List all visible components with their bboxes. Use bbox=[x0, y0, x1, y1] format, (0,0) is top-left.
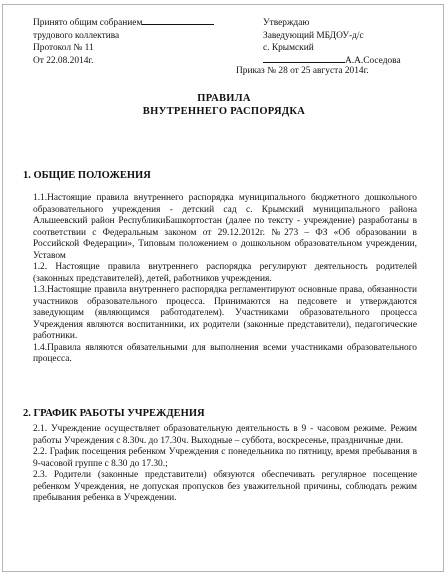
section-2-heading: 2. ГРАФИК РАБОТЫ УЧРЕЖДЕНИЯ bbox=[23, 408, 205, 419]
section-2-body bbox=[33, 424, 417, 505]
approve-line: Утверждаю bbox=[263, 18, 310, 28]
head-line: Заведующий МБДОУ-д/с bbox=[263, 30, 364, 41]
paragraph-1-2: 1.2. Настоящие правила внутреннего распорядка регулируют деятельность родителей (законных представителей), детей, работников учреждения. bbox=[33, 262, 417, 284]
section-1-heading: 1. ОБЩИЕ ПОЛОЖЕНИЯ bbox=[23, 170, 151, 181]
paragraph-1-3: 1.3.Настоящие правила внутреннего распорядка регламентируют основные права, обязанности участников образовательного процесса. Принимаются на педсовете и утверждаются заведующим (являющимся работодателем). Участниками образовательного процесса Учреждения являются воспитанники, их родители (законные представители), педагогические работники. bbox=[33, 285, 417, 341]
collective-line: трудового коллектива bbox=[33, 30, 120, 41]
paragraph-1-4: 1.4.Правила являются обязательными для выполнения всеми участниками образовательного процесса. bbox=[33, 342, 417, 364]
approval-block-left bbox=[33, 18, 214, 68]
village-line: с. Крымский bbox=[263, 43, 314, 53]
section-1-body bbox=[33, 193, 417, 366]
protocol-line: Протокол № 11 bbox=[33, 43, 94, 53]
paragraph-2-2: 2.2. График посещения ребенком Учреждения с понедельника по пятницу, время пребывания в 9-часовой группе с 8.30 до 17.30.; bbox=[33, 447, 417, 469]
signature-line: А.А.Соседова bbox=[263, 56, 401, 69]
approval-block-right bbox=[263, 18, 401, 68]
document-subtitle: ВНУТРЕННЕГО РАСПОРЯДКА bbox=[142, 106, 306, 117]
order-line: Приказ № 28 от 25 августа 2014г. bbox=[236, 66, 369, 76]
adopted-line: Принято общим собранием bbox=[33, 18, 214, 31]
paragraph-2-3: 2.3. Родители (законные представители) обязуются обеспечивать регулярное посещение ребенком Учреждения, не допуская пропусков без уважительной причины, соблюдать режим пребывания ребенка в Учреждении. bbox=[33, 470, 417, 503]
paragraph-2-1: 2.1. Учреждение осуществляет образовательную деятельность в 9 - часовом режиме. Режим работы Учреждения с 8.30ч. до 17.30ч. Выходные – суббота, воскресенье, праздничные дни. bbox=[33, 424, 417, 446]
date-line: От 22.08.2014г. bbox=[33, 55, 94, 66]
document-title: ПРАВИЛА bbox=[197, 93, 251, 104]
paragraph-1-1: 1.1.Настоящие правила внутреннего распорядка муниципального бюджетного дошкольного образовательного учреждения - детский сад с. Крымский муниципального района Альшеевский район РеспубликиБашкортостан (далее по тексту - учреждение) разработаны в соответствии с Федеральным законом от 29.12.2012г. №273 – ФЗ «Об образовании в Российской Федерации», Типовым положением о дошкольном образовательном учреждении, Уставом bbox=[33, 193, 417, 261]
